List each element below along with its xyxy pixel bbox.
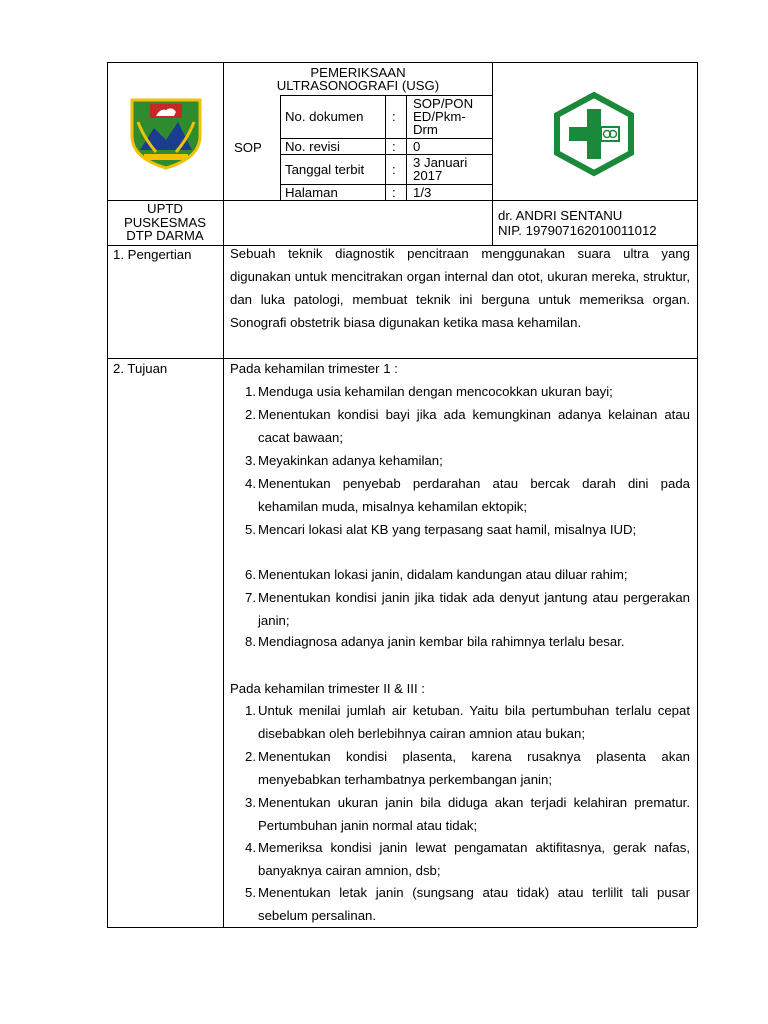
pengertian-text: Sebuah teknik diagnostik pencitraan menggunakan suara ultra yang digunakan untuk mencitrakan organ internal dan otot, ukuran mereka, struktur, dan luka patologi, membuat teknik ini berguna untuk memeriksa organ. Sonografi obstetrik biasa digunakan ketika masa kehamilan.: [230, 246, 690, 330]
list-item: 4. Memeriksa kondisi janin lewat pengamatan aktifitasnya, gerak nafas, banyaknya cairan amnion, dsb;: [245, 840, 690, 878]
no-dokumen-sep: :: [392, 109, 396, 124]
list-item: 1. Menduga usia kehamilan dengan mencocokkan ukuran bayi;: [245, 384, 613, 399]
trimester1-heading: Pada kehamilan trimester 1 :: [230, 361, 398, 376]
no-revisi-value: 0: [413, 139, 421, 154]
no-dokumen-label: No. dokumen: [285, 109, 364, 124]
trimester23-heading: Pada kehamilan trimester II & III :: [230, 681, 425, 696]
tujuan-label: 2. Tujuan: [113, 361, 168, 376]
puskesmas-logo: [551, 91, 637, 177]
no-revisi-sep: :: [392, 139, 396, 154]
list-item: 6. Menentukan lokasi janin, didalam kandungan atau diluar rahim;: [245, 567, 628, 582]
signer-name: dr. ANDRI SENTANU: [498, 208, 623, 223]
list-item: 4. Menentukan penyebab perdarahan atau bercak darah dini pada kehamilan muda, misalnya kehamilan ektopik;: [245, 476, 690, 514]
list-item: 2. Menentukan kondisi bayi jika ada kemungkinan adanya kelainan atau cacat bawaan;: [245, 407, 690, 445]
regency-emblem-logo: [124, 92, 208, 170]
list-item: 1. Untuk menilai jumlah air ketuban. Yaitu bila pertumbuhan terlalu cepat disebabkan oleh berlebihnya cairan amnion atau bukan;: [245, 703, 690, 741]
sop-label: SOP: [234, 140, 262, 155]
halaman-label: Halaman: [285, 185, 338, 200]
no-revisi-label: No. revisi: [285, 139, 340, 154]
list-item: 5. Mencari lokasi alat KB yang terpasang saat hamil, misalnya IUD;: [245, 522, 637, 537]
halaman-sep: :: [392, 185, 396, 200]
halaman-value: 1/3: [413, 185, 432, 200]
pengertian-label: 1. Pengertian: [113, 247, 192, 262]
tanggal-terbit-label: Tanggal terbit: [285, 162, 365, 177]
list-item: 5. Menentukan letak janin (sungsang atau tidak) atau terlilit tali pusar sebelum persalinan.: [245, 885, 690, 923]
tanggal-terbit-sep: :: [392, 162, 396, 177]
institution-name: UPTD PUSKESMAS DTP DARMA: [123, 201, 207, 243]
tanggal-terbit-value: 3 Januari 2017: [413, 155, 468, 183]
signer-nip: NIP. 197907162010011012: [498, 223, 657, 238]
list-item: 2. Menentukan kondisi plasenta, karena rusaknya plasenta akan menyebabkan terhambatnya perkembangan janin;: [245, 749, 690, 787]
list-item: 7. Menentukan kondisi janin jika tidak ada denyut jantung atau pergerakan janin;: [245, 590, 690, 628]
list-item: 8. Mendiagnosa adanya janin kembar bila rahimnya terlalu besar.: [245, 634, 625, 649]
no-dokumen-value: SOP/PON ED/Pkm-Drm: [413, 96, 474, 137]
list-item: 3. Menentukan ukuran janin bila diduga akan terjadi kelahiran prematur. Pertumbuhan janin normal atau tidak;: [245, 795, 690, 833]
document-title: PEMERIKSAAN ULTRASONOGRAFI (USG): [276, 65, 440, 93]
list-item: 3. Meyakinkan adanya kehamilan;: [245, 453, 443, 468]
